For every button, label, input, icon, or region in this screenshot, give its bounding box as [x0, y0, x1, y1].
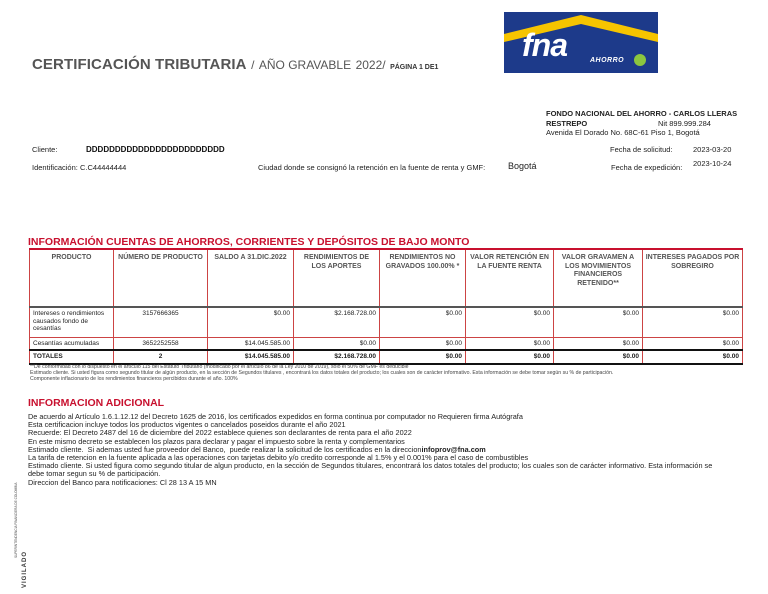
title-year: 2022 [355, 58, 383, 72]
totals-count: 2 [114, 350, 208, 364]
seal-icon [634, 54, 646, 66]
additional-section-title: INFORMACION ADICIONAL [28, 397, 165, 409]
col-header: SALDO A 31.DIC.2022 [208, 249, 294, 307]
col-header: NÚMERO DE PRODUCTO [114, 249, 208, 307]
vigilado-sub: SUPERINTENDENCIA FINANCIERA DE COLOMBIA [14, 482, 18, 558]
table-footnotes [30, 364, 720, 383]
document-title: CERTIFICACIÓN TRIBUTARIA / AÑO GRAVABLE 2022/ PÁGINA 1 DE1 [32, 56, 439, 73]
cell-value: $0.00 [208, 307, 294, 337]
info-line: Esta certificacion incluye todos los productos vigentes o cancelados poseidos durante el año 2021 [28, 420, 346, 430]
col-header: INTERESES PAGADOS POR SOBREGIRO [643, 249, 743, 307]
info-line: La tarifa de retencion en la fuente aplicada a las operaciones con tarjetas debito y/o credito corresponde al 1.5% y el 0.001% para el caso de combustibles [28, 453, 529, 463]
cell-value: $0.00 [554, 337, 643, 350]
cell-number: 3652252558 [114, 337, 208, 350]
cell-value: $0.00 [466, 307, 554, 337]
vigilado-label: VIGILADO [22, 550, 28, 588]
cell-value: $0.00 [380, 337, 466, 350]
issue-date-value: 2023-10-24 [693, 159, 732, 168]
table-row [30, 307, 743, 337]
cell-number: 3157666365 [114, 307, 208, 337]
col-header: RENDIMIENTOS DE LOS APORTES [294, 249, 380, 307]
cell-value: $0.00 [643, 337, 743, 350]
footnote-line: Componente inflacionario de los rendimientos financieros percibidos durante el año. 100% [30, 376, 238, 383]
id-value: C.C44444444 [80, 163, 127, 172]
client-label: Cliente: [32, 145, 58, 154]
cell-value: $0.00 [466, 337, 554, 350]
fna-logo [504, 12, 658, 73]
page-indicator: PÁGINA 1 DE1 [390, 64, 439, 71]
accounts-section-title: INFORMACIÓN CUENTAS DE AHORROS, CORRIENTES Y DEPÓSITOS DE BAJO MONTO [28, 236, 470, 248]
issuer-name: FONDO NACIONAL DEL AHORRO - CARLOS LLERAS RESTREPO [546, 109, 738, 128]
cell-value: $14.045.585.00 [208, 337, 294, 350]
accounts-table [29, 248, 743, 365]
totals-value: $0.00 [554, 350, 643, 364]
additional-info [28, 413, 728, 487]
totals-label: TOTALES [30, 350, 114, 364]
totals-value: $0.00 [643, 350, 743, 364]
id-label: Identificación: [32, 163, 78, 172]
issuer-nit: Nit 899.999.284 [658, 118, 711, 128]
request-date-value: 2023-03-20 [693, 145, 732, 154]
issuer-address: Avenida El Dorado No. 68C-61 Piso 1, Bogotá [546, 128, 700, 137]
email-link[interactable]: infoprov@fna.com [421, 444, 486, 454]
footnote-line: **De conformidad con lo dispuesto en el artículo 115 del Estatuto Tributario (modificado por el artículo 86 de la Ley 2010 de 2019), solo el 50% de GMF es deducible [30, 364, 409, 370]
logo-brand: fna [522, 27, 567, 63]
issuer-info [546, 109, 746, 138]
title-main: CERTIFICACIÓN TRIBUTARIA [32, 56, 247, 73]
issue-date-label: Fecha de expedición: [611, 163, 683, 172]
cell-value: $0.00 [294, 337, 380, 350]
email-prefix: Estimado cliente. Si ademas usted fue proveedor del Banco, puede realizar la solicitud de los certificados en la direccion [28, 444, 422, 454]
col-header: VALOR RETENCIÓN EN LA FUENTE RENTA [466, 249, 554, 307]
vigilado-stamp [2, 482, 30, 588]
cell-product: Cesantías acumuladas [30, 337, 114, 350]
cell-value: $0.00 [643, 307, 743, 337]
info-line: Recuerde: El Decreto 2487 del 16 de diciembre del 2022 establece quienes son declarantes de renta para el año 2022 [28, 428, 412, 438]
info-line: De acuerdo al Artículo 1.6.1.12.12 del Decreto 1625 de 2016, los certificados expedidos en forma continua por computador no Requieren firma Autógrafa [28, 412, 523, 421]
totals-value: $0.00 [466, 350, 554, 364]
cell-product: Intereses o rendimientos causados fondo de cesantías [30, 307, 114, 337]
cell-value: $0.00 [554, 307, 643, 337]
logo-tagline: AHORRO [590, 57, 625, 64]
client-name: DDDDDDDDDDDDDDDDDDDDDDDD [86, 145, 225, 154]
totals-value: $14.045.585.00 [208, 350, 294, 364]
request-date-label: Fecha de solicitud: [610, 145, 673, 154]
footnote-line: Estimado cliente. Si usted figura como segundo titular de algún producto, en la sección de Segundos titulares , encontrará los datos totales del producto; los cuales son de carácter informativo. Esta información se debe tomar según su % de participación. [30, 370, 614, 377]
cell-value: $0.00 [380, 307, 466, 337]
col-header: VALOR GRAVAMEN A LOS MOVIMIENTOS FINANCIEROS RETENIDO** [554, 249, 643, 307]
table-row [30, 337, 743, 350]
info-line: Direccion del Banco para notificaciones: Cl 28 13 A 15 MN [28, 477, 217, 487]
title-sub: AÑO GRAVABLE [258, 58, 352, 72]
info-line: Estimado cliente. Si usted figura como segundo titular de algun producto, en la sección de Segundos titulares, encontrará los datos totales del producto; los cuales son de carácter informativo. Esta información se debe tomar segun su % de participación. [28, 461, 715, 479]
totals-value: $2.168.728.00 [294, 350, 380, 364]
totals-row [30, 350, 743, 364]
city-label: Ciudad donde se consignó la retención en la fuente de renta y GMF: [258, 163, 486, 172]
title-separator: / [251, 58, 255, 72]
info-line: En este mismo decreto se establecen los plazos para declarar y pagar el impuesto sobre la renta y complementarios [28, 436, 405, 446]
col-header: PRODUCTO [30, 249, 114, 307]
totals-value: $0.00 [380, 350, 466, 364]
col-header: RENDIMIENTOS NO GRAVADOS 100.00% * [380, 249, 466, 307]
city-value: Bogotá [508, 161, 537, 171]
cell-value: $2.168.728.00 [294, 307, 380, 337]
